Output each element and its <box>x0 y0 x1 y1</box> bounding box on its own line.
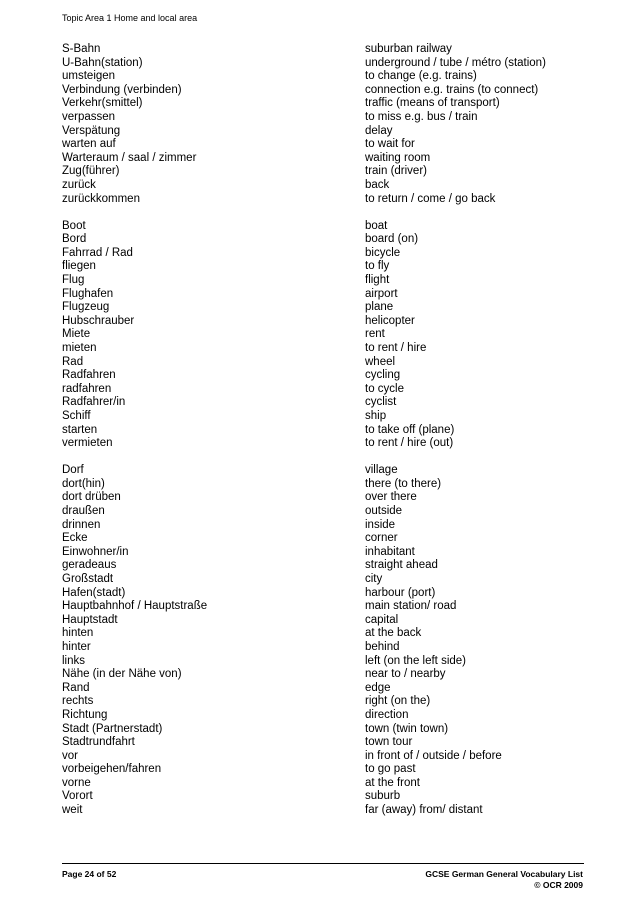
vocab-row <box>62 587 582 601</box>
page-header-topic: Topic Area 1 Home and local area <box>62 13 198 23</box>
english-translation: cycling <box>365 369 401 382</box>
english-translation: to rent / hire <box>365 341 427 354</box>
english-translation: to rent / hire (out) <box>365 437 454 450</box>
english-translation: over there <box>365 491 417 504</box>
english-translation: traffic (means of transport) <box>365 97 500 110</box>
german-term: dort(hin) <box>62 477 105 490</box>
german-term: Miete <box>62 328 91 341</box>
german-term: draußen <box>62 505 105 517</box>
vocab-row <box>62 505 582 519</box>
german-term: links <box>62 654 86 667</box>
german-term: umsteigen <box>62 70 116 83</box>
vocab-row <box>62 478 582 492</box>
german-term: zurück <box>62 178 96 191</box>
vocab-section <box>62 43 582 206</box>
vocab-row <box>62 179 582 193</box>
vocab-row <box>62 328 582 342</box>
german-term: Rad <box>62 355 84 368</box>
english-translation: delay <box>365 124 393 137</box>
english-translation: cyclist <box>365 396 397 409</box>
vocab-row <box>62 491 582 505</box>
english-translation: underground / tube / métro (station) <box>365 56 546 69</box>
german-term: Radfahrer/in <box>62 396 126 409</box>
vocab-row <box>62 437 582 451</box>
vocab-row <box>62 84 582 98</box>
vocab-row <box>62 233 582 247</box>
german-term: Verkehr(smittel) <box>62 97 143 110</box>
vocab-row <box>62 519 582 533</box>
english-translation: in front of / outside / before <box>365 749 502 762</box>
english-translation: wheel <box>365 355 396 368</box>
vocab-row <box>62 777 582 791</box>
english-translation: helicopter <box>365 314 415 327</box>
german-term: hinten <box>62 627 94 640</box>
german-term: Radfahren <box>62 369 116 382</box>
vocab-row <box>62 43 582 57</box>
german-term: radfahren <box>62 382 112 395</box>
german-term: rechts <box>62 695 94 708</box>
english-translation: corner <box>365 532 398 545</box>
vocab-row <box>62 627 582 641</box>
vocab-row <box>62 532 582 546</box>
german-term: dort drüben <box>62 491 121 504</box>
german-term: Hubschrauber <box>62 314 135 327</box>
english-translation: boat <box>365 219 388 232</box>
german-term: vermieten <box>62 437 113 450</box>
english-translation: to cycle <box>365 382 404 395</box>
german-term: mieten <box>62 341 97 354</box>
german-term: Verspätung <box>62 124 121 137</box>
english-translation: straight ahead <box>365 559 438 572</box>
english-translation: train (driver) <box>365 165 427 178</box>
german-term: warten auf <box>62 138 116 151</box>
german-term: drinnen <box>62 518 101 531</box>
vocab-row <box>62 682 582 696</box>
german-term: Nähe (in der Nähe von) <box>62 668 182 681</box>
english-translation: town tour <box>365 736 413 749</box>
english-translation: city <box>365 572 383 585</box>
vocab-row <box>62 790 582 804</box>
german-term: Einwohner/in <box>62 545 129 558</box>
german-term: Boot <box>62 219 86 232</box>
vocab-row <box>62 600 582 614</box>
english-translation: there (to there) <box>365 477 442 490</box>
vocab-row <box>62 301 582 315</box>
vocab-row <box>62 763 582 777</box>
vocab-row <box>62 668 582 682</box>
footer-divider <box>62 863 584 864</box>
vocab-row <box>62 315 582 329</box>
german-term: Schiff <box>62 409 91 422</box>
english-translation: harbour (port) <box>365 586 436 599</box>
english-translation: left (on the left side) <box>365 654 466 667</box>
vocab-row <box>62 546 582 560</box>
english-translation: edge <box>365 681 391 694</box>
english-translation: flight <box>365 274 390 286</box>
german-term: Zug(führer) <box>62 165 120 178</box>
german-term: Flugzeug <box>62 301 110 314</box>
vocab-row <box>62 70 582 84</box>
german-term: verpassen <box>62 110 116 123</box>
document-title: GCSE German General Vocabulary List <box>425 869 583 879</box>
german-term: Großstadt <box>62 572 114 585</box>
german-term: Richtung <box>62 708 108 721</box>
german-term: zurückkommen <box>62 192 140 205</box>
german-term: U-Bahn(station) <box>62 56 143 69</box>
vocab-row <box>62 220 582 234</box>
vocab-row <box>62 396 582 410</box>
german-term: geradeaus <box>62 559 117 572</box>
vocab-row <box>62 247 582 261</box>
english-translation: at the front <box>365 776 420 789</box>
german-term: Verbindung (verbinden) <box>62 83 182 96</box>
english-translation: to change (e.g. trains) <box>365 70 477 83</box>
english-translation: far (away) from/ distant <box>365 804 483 817</box>
german-term: hinter <box>62 640 91 653</box>
english-translation: right (on the) <box>365 695 431 708</box>
english-translation: inside <box>365 518 396 531</box>
vocab-row <box>62 709 582 723</box>
german-term: vor <box>62 749 78 762</box>
german-term: Stadtrundfahrt <box>62 736 135 749</box>
vocab-row <box>62 369 582 383</box>
vocab-row <box>62 464 582 478</box>
vocab-section <box>62 464 582 817</box>
english-translation: to take off (plane) <box>365 423 455 436</box>
german-term: Hafen(stadt) <box>62 586 126 599</box>
german-term: Ecke <box>62 532 88 545</box>
german-term: Flug <box>62 274 85 286</box>
english-translation: suburban railway <box>365 43 452 55</box>
vocab-row <box>62 424 582 438</box>
english-translation: to fly <box>365 260 390 273</box>
vocab-row <box>62 138 582 152</box>
german-term: fliegen <box>62 260 96 273</box>
vocab-row <box>62 695 582 709</box>
english-translation: inhabitant <box>365 545 415 558</box>
vocab-row <box>62 152 582 166</box>
vocab-row <box>62 614 582 628</box>
vocab-row <box>62 342 582 356</box>
vocab-row <box>62 57 582 71</box>
english-translation: ship <box>365 409 387 422</box>
vocab-row <box>62 655 582 669</box>
english-translation: airport <box>365 287 398 300</box>
vocab-row <box>62 125 582 139</box>
english-translation: board (on) <box>365 233 419 246</box>
english-translation: waiting room <box>365 151 431 164</box>
vocab-row <box>62 804 582 818</box>
german-term: Warteraum / saal / zimmer <box>62 151 197 164</box>
english-translation: connection e.g. trains (to connect) <box>365 83 539 96</box>
english-translation: to return / come / go back <box>365 192 496 205</box>
vocab-row <box>62 383 582 397</box>
footer-right <box>425 869 583 891</box>
copyright: © OCR 2009 <box>534 880 583 890</box>
vocabulary-list <box>62 43 582 831</box>
english-translation: suburb <box>365 790 401 803</box>
english-translation: rent <box>365 328 385 341</box>
english-translation: near to / nearby <box>365 668 446 681</box>
english-translation: village <box>365 464 398 477</box>
vocab-row <box>62 274 582 288</box>
german-term: Fahrrad / Rad <box>62 246 133 259</box>
english-translation: behind <box>365 640 400 653</box>
german-term: Hauptbahnhof / Hauptstraße <box>62 600 208 613</box>
german-term: Rand <box>62 681 90 694</box>
english-translation: back <box>365 178 390 191</box>
vocab-row <box>62 97 582 111</box>
german-term: vorbeigehen/fahren <box>62 763 162 776</box>
vocab-row <box>62 288 582 302</box>
english-translation: outside <box>365 505 403 517</box>
english-translation: capital <box>365 613 399 626</box>
german-term: weit <box>62 804 83 817</box>
vocab-row <box>62 410 582 424</box>
german-term: Stadt (Partnerstadt) <box>62 722 163 735</box>
english-translation: plane <box>365 301 394 314</box>
vocab-row <box>62 165 582 179</box>
vocab-row <box>62 723 582 737</box>
english-translation: at the back <box>365 627 422 640</box>
english-translation: direction <box>365 708 409 721</box>
german-term: vorne <box>62 776 91 789</box>
german-term: Flughafen <box>62 287 114 300</box>
vocab-row <box>62 260 582 274</box>
german-term: Dorf <box>62 464 84 477</box>
german-term: S-Bahn <box>62 43 101 55</box>
english-translation: bicycle <box>365 246 401 259</box>
german-term: Hauptstadt <box>62 613 118 626</box>
english-translation: town (twin town) <box>365 722 449 735</box>
page-number: Page 24 of 52 <box>62 869 117 879</box>
german-term: Vorort <box>62 790 93 803</box>
vocab-row <box>62 573 582 587</box>
vocab-row <box>62 559 582 573</box>
vocab-row <box>62 193 582 207</box>
german-term: starten <box>62 423 98 436</box>
vocab-row <box>62 750 582 764</box>
english-translation: to miss e.g. bus / train <box>365 110 478 123</box>
german-term: Bord <box>62 233 87 246</box>
vocab-row <box>62 356 582 370</box>
english-translation: to go past <box>365 763 416 776</box>
vocab-row <box>62 736 582 750</box>
vocab-row <box>62 641 582 655</box>
vocab-row <box>62 111 582 125</box>
english-translation: to wait for <box>365 138 415 151</box>
english-translation: main station/ road <box>365 600 457 613</box>
vocab-section <box>62 220 582 451</box>
